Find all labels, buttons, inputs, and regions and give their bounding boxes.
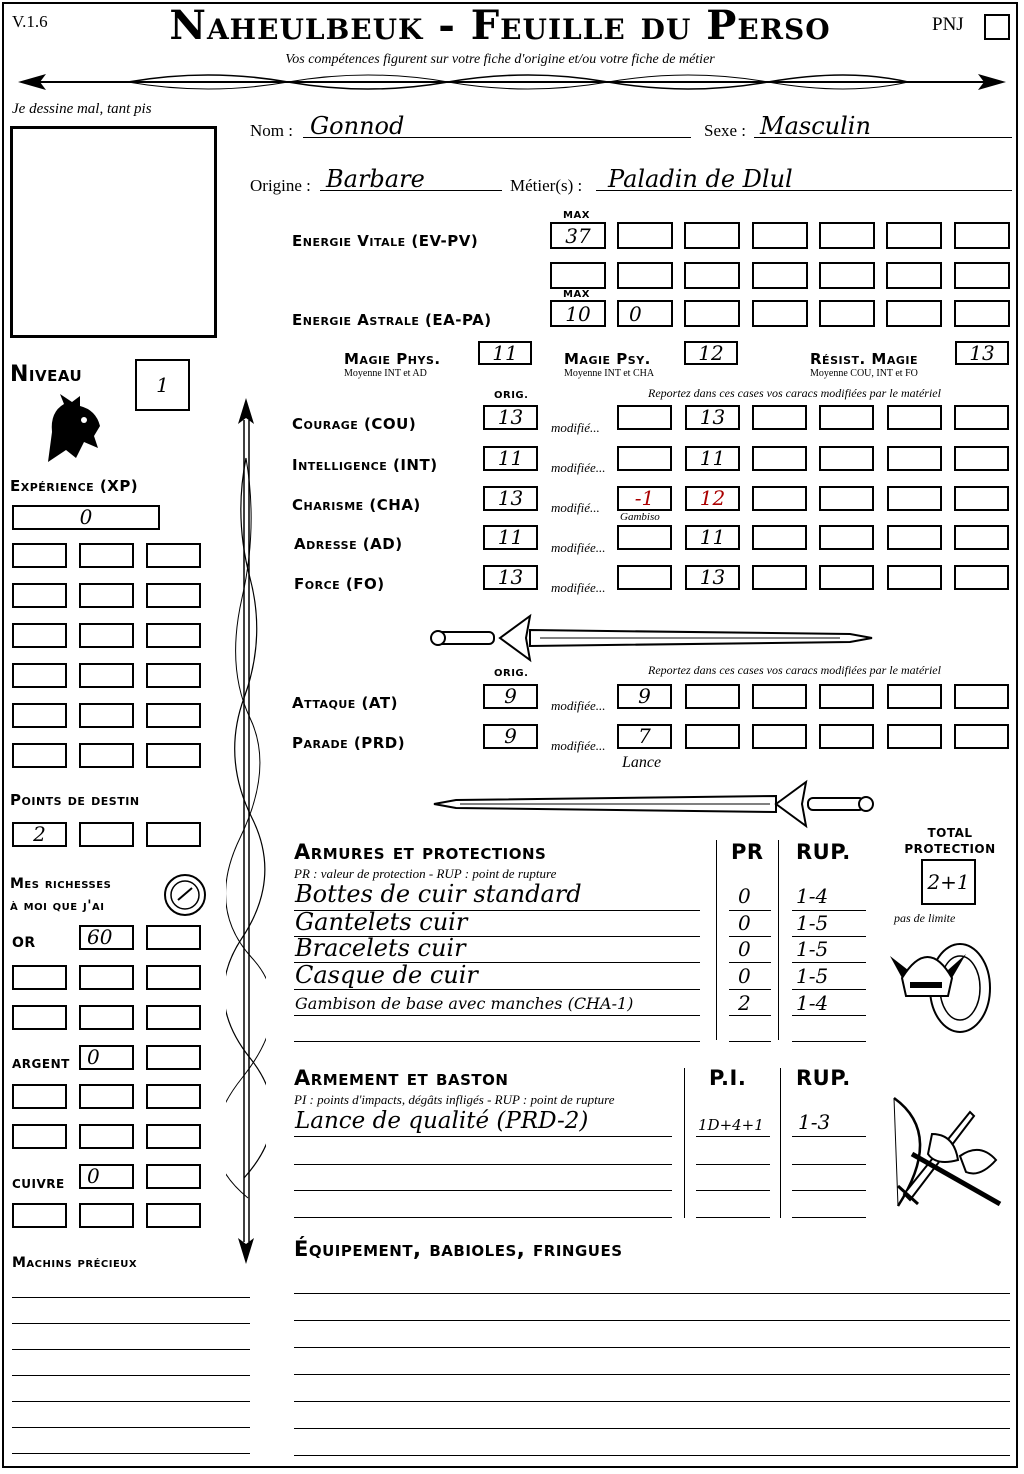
- machins-line[interactable]: [12, 1349, 250, 1350]
- cou-mod-label: modifié...: [551, 420, 600, 435]
- armure-pr[interactable]: 0: [738, 964, 751, 988]
- nom-field[interactable]: Gonnod: [310, 112, 405, 140]
- cha-label: Charisme (CHA): [292, 496, 421, 514]
- subtitle: Vos compétences figurent sur votre fiche d'origine et/ou votre fiche de métier: [285, 52, 715, 67]
- ev-box[interactable]: [684, 222, 740, 249]
- armure-name[interactable]: Bracelets cuir: [295, 934, 466, 962]
- magie-psy-note: Moyenne INT et CHA: [564, 368, 655, 379]
- column-divider: [716, 840, 717, 1040]
- pnj-checkbox[interactable]: [984, 14, 1010, 40]
- at-box[interactable]: [954, 684, 1009, 709]
- arme-line[interactable]: [294, 1190, 672, 1191]
- ev-box[interactable]: [954, 262, 1010, 289]
- arme-name[interactable]: Lance de qualité (PRD-2): [295, 1108, 589, 1134]
- argent-label: ARGENT: [12, 1057, 70, 1071]
- destin-label: Points de destin: [10, 791, 140, 809]
- equipement-line[interactable]: [294, 1428, 1010, 1429]
- total-protection-note: pas de limite: [894, 911, 956, 925]
- argent-box[interactable]: [12, 1124, 67, 1149]
- dragon-icon: [40, 392, 106, 464]
- cuivre-box[interactable]: 0: [79, 1164, 134, 1189]
- ev-box[interactable]: [886, 222, 942, 249]
- armure-line: [294, 1015, 700, 1016]
- equipement-line[interactable]: [294, 1401, 1010, 1402]
- column-divider: [684, 1068, 685, 1218]
- equipement-line[interactable]: [294, 1374, 1010, 1375]
- xp-box[interactable]: [12, 623, 67, 648]
- combat-orig-label: ORIG.: [494, 668, 529, 679]
- or-box[interactable]: [79, 1005, 134, 1030]
- ea-box[interactable]: [886, 300, 942, 327]
- xp-box[interactable]: [79, 623, 134, 648]
- machins-line[interactable]: [12, 1401, 250, 1402]
- magie-psy-label: Magie Psy.: [564, 350, 651, 368]
- cou-label: Courage (COU): [292, 415, 417, 433]
- machins-line[interactable]: [12, 1427, 250, 1428]
- argent-box[interactable]: [146, 1124, 201, 1149]
- armure-name[interactable]: Gantelets cuir: [295, 908, 468, 936]
- arme-rup[interactable]: 1-3: [798, 1110, 831, 1134]
- destin-box[interactable]: [146, 822, 201, 847]
- machins-line[interactable]: [12, 1297, 250, 1298]
- rup-col-header: RUP.: [796, 1066, 851, 1090]
- int-box[interactable]: [887, 446, 942, 471]
- origine-label: Origine :: [250, 176, 311, 195]
- or-box[interactable]: [146, 925, 201, 950]
- coin-icon: [162, 872, 208, 918]
- armure-line[interactable]: [729, 1041, 771, 1042]
- arme-line[interactable]: [294, 1164, 672, 1165]
- at-box[interactable]: [819, 684, 874, 709]
- sword-icon: [430, 612, 876, 664]
- argent-box[interactable]: [79, 1124, 134, 1149]
- prd-box[interactable]: [819, 724, 874, 749]
- ev-box[interactable]: [684, 262, 740, 289]
- combat-report-note: Reportez dans ces cases vos caracs modifiées par le matériel: [648, 663, 941, 677]
- ad-value-box[interactable]: 11: [685, 525, 740, 550]
- int-box[interactable]: [819, 446, 874, 471]
- int-mod-label: modifiée...: [551, 460, 606, 475]
- at-label: Attaque (AT): [292, 694, 398, 712]
- cuivre-box[interactable]: [79, 1203, 134, 1228]
- ad-box[interactable]: [819, 525, 874, 550]
- xp-box[interactable]: [12, 543, 67, 568]
- or-box[interactable]: [12, 965, 67, 990]
- resist-magie-box[interactable]: 13: [955, 341, 1009, 365]
- machins-line[interactable]: [12, 1375, 250, 1376]
- destin-box[interactable]: 2: [12, 822, 67, 847]
- ad-box[interactable]: [887, 525, 942, 550]
- at-box[interactable]: [887, 684, 942, 709]
- xp-box[interactable]: [12, 703, 67, 728]
- xp-box[interactable]: [146, 583, 201, 608]
- resist-magie-note: Moyenne COU, INT et FO: [810, 368, 918, 379]
- xp-box[interactable]: [79, 543, 134, 568]
- ev-max-box[interactable]: 37: [550, 222, 606, 249]
- cou-box[interactable]: [954, 405, 1009, 430]
- cou-mod-box[interactable]: [617, 405, 672, 430]
- armure-name[interactable]: Casque de cuir: [295, 961, 478, 989]
- or-box[interactable]: [79, 965, 134, 990]
- xp-box[interactable]: [79, 743, 134, 768]
- argent-box[interactable]: [12, 1084, 67, 1109]
- metier-field[interactable]: Paladin de Dlul: [608, 165, 793, 193]
- richesses-label-2: à moi que j'ai: [10, 898, 105, 914]
- armure-pr[interactable]: 0: [738, 911, 751, 935]
- ea-box[interactable]: [954, 300, 1010, 327]
- column-divider: [778, 840, 779, 1040]
- argent-box[interactable]: [146, 1084, 201, 1109]
- armure-line: [294, 989, 700, 990]
- arme-line[interactable]: [696, 1164, 770, 1165]
- version-label: V.1.6: [12, 12, 48, 31]
- sword-icon: [430, 778, 876, 830]
- arme-line[interactable]: [792, 1190, 866, 1191]
- ad-box[interactable]: [954, 525, 1009, 550]
- xp-box[interactable]: [146, 623, 201, 648]
- equipement-line[interactable]: [294, 1347, 1010, 1348]
- armure-rup[interactable]: 1-4: [796, 884, 829, 908]
- cou-orig-box[interactable]: 13: [483, 405, 538, 430]
- equipement-line[interactable]: [294, 1320, 1010, 1321]
- fo-mod-label: modifiée...: [551, 580, 606, 595]
- armure-rup[interactable]: 1-5: [796, 964, 829, 988]
- total-protection-label-2: PROTECTION: [904, 842, 996, 856]
- xp-total-box[interactable]: 0: [12, 505, 160, 530]
- arme-pi[interactable]: 1D+4+1: [698, 1116, 764, 1134]
- or-box[interactable]: 60: [79, 925, 134, 950]
- pnj-label: PNJ: [932, 14, 964, 35]
- prd-box[interactable]: [685, 724, 740, 749]
- xp-box[interactable]: [146, 543, 201, 568]
- arme-line: [294, 1136, 672, 1137]
- int-mod-box[interactable]: [617, 446, 672, 471]
- page-title: Naheulbeuk - Feuille du Perso: [169, 2, 831, 49]
- arme-line[interactable]: [696, 1190, 770, 1191]
- niveau-box[interactable]: 1: [135, 359, 190, 411]
- prd-mod-note: Lance: [622, 754, 662, 771]
- armement-title: Armement et baston: [294, 1066, 509, 1090]
- armure-line: [792, 989, 866, 990]
- arme-line[interactable]: [696, 1217, 770, 1218]
- prd-orig-box[interactable]: 9: [483, 724, 538, 749]
- portrait-caption: Je dessine mal, tant pis: [12, 101, 152, 117]
- fo-mod-box[interactable]: [617, 565, 672, 590]
- fo-value-box[interactable]: 13: [685, 565, 740, 590]
- equipement-title: Équipement, babioles, fringues: [294, 1237, 623, 1261]
- xp-box[interactable]: [79, 583, 134, 608]
- ev-label: Energie Vitale (EV-PV): [292, 232, 479, 250]
- equipement-line[interactable]: [294, 1455, 1010, 1456]
- xp-label: Expérience (XP): [10, 477, 139, 495]
- vertical-spear-icon: [226, 398, 266, 1264]
- or-box[interactable]: [146, 965, 201, 990]
- niveau-label: Niveau: [10, 362, 83, 387]
- fo-orig-box[interactable]: 13: [483, 565, 538, 590]
- at-mod-label: modifiée...: [551, 698, 606, 713]
- ea-max-label: MAX: [563, 289, 590, 300]
- armure-pr[interactable]: 0: [738, 884, 751, 908]
- magie-psy-box[interactable]: 12: [684, 341, 738, 365]
- cha-box[interactable]: [887, 486, 942, 511]
- ea-current-box[interactable]: 0: [617, 300, 673, 327]
- machins-line[interactable]: [12, 1453, 250, 1454]
- fo-box[interactable]: [819, 565, 874, 590]
- helmet-shield-icon: [888, 926, 1000, 1038]
- cha-mod-note: Gambiso: [620, 511, 660, 523]
- ev-box[interactable]: [617, 262, 673, 289]
- cha-mod-box[interactable]: -1: [617, 486, 672, 511]
- ev-box[interactable]: [886, 262, 942, 289]
- armure-line[interactable]: [294, 1041, 700, 1042]
- machins-line[interactable]: [12, 1323, 250, 1324]
- caracs-orig-label: ORIG.: [494, 390, 529, 401]
- int-box[interactable]: [954, 446, 1009, 471]
- cuivre-label: CUIVRE: [12, 1177, 65, 1191]
- armure-pr[interactable]: 0: [738, 937, 751, 961]
- armure-name[interactable]: Gambison de base avec manches (CHA-1): [295, 994, 634, 1013]
- int-label: Intelligence (INT): [292, 456, 438, 474]
- machins-label: Machins précieux: [12, 1255, 138, 1271]
- ea-box[interactable]: [819, 300, 875, 327]
- total-protection-box[interactable]: 2+1: [921, 859, 976, 905]
- xp-box[interactable]: [12, 583, 67, 608]
- destin-box[interactable]: [79, 822, 134, 847]
- cha-box[interactable]: [752, 486, 807, 511]
- pi-col-header: P.I.: [709, 1066, 747, 1090]
- armement-note: PI : points d'impacts, dégâts infligés - RUP : point de rupture: [294, 1092, 615, 1107]
- armure-line: [729, 989, 771, 990]
- magie-phys-note: Moyenne INT et AD: [344, 368, 427, 379]
- arme-line[interactable]: [792, 1217, 866, 1218]
- prd-box[interactable]: [954, 724, 1009, 749]
- ea-max-box[interactable]: 10: [550, 300, 606, 327]
- prd-label: Parade (PRD): [292, 734, 406, 752]
- cha-box[interactable]: [954, 486, 1009, 511]
- ad-mod-label: modifiée...: [551, 540, 606, 555]
- cuivre-box[interactable]: [146, 1164, 201, 1189]
- cou-value-box[interactable]: 13: [685, 405, 740, 430]
- armure-rup[interactable]: 1-4: [796, 991, 829, 1015]
- ev-box[interactable]: [752, 262, 808, 289]
- ea-label: Energie Astrale (EA-PA): [292, 311, 492, 329]
- cha-box[interactable]: [819, 486, 874, 511]
- cha-mod-label: modifié...: [551, 500, 600, 515]
- int-orig-box[interactable]: 11: [483, 446, 538, 471]
- magie-phys-label: Magie Phys.: [344, 350, 441, 368]
- xp-box[interactable]: [79, 663, 134, 688]
- sexe-field[interactable]: Masculin: [760, 112, 871, 140]
- metier-label: Métier(s) :: [510, 176, 583, 195]
- arme-line[interactable]: [294, 1217, 672, 1218]
- sexe-label: Sexe :: [704, 121, 747, 140]
- cha-orig-box[interactable]: 13: [483, 486, 538, 511]
- arme-line[interactable]: [792, 1164, 866, 1165]
- armures-title: Armures et protections: [294, 840, 547, 864]
- ev-box[interactable]: [617, 222, 673, 249]
- xp-box[interactable]: [146, 743, 201, 768]
- cou-box[interactable]: [887, 405, 942, 430]
- ev-box[interactable]: [819, 222, 875, 249]
- origine-field[interactable]: Barbare: [326, 165, 425, 193]
- spear-divider-icon: [8, 64, 1016, 100]
- ea-box[interactable]: [684, 300, 740, 327]
- xp-box[interactable]: [12, 663, 67, 688]
- cou-box[interactable]: [752, 405, 807, 430]
- ad-label: Adresse (AD): [294, 535, 403, 553]
- fo-label: Force (FO): [294, 575, 385, 593]
- at-mod-box[interactable]: 9: [617, 684, 672, 709]
- ev-max-label: MAX: [563, 210, 590, 221]
- pr-col-header: PR: [731, 840, 764, 864]
- at-orig-box[interactable]: 9: [483, 684, 538, 709]
- armure-rup[interactable]: 1-5: [796, 937, 829, 961]
- armure-line: [729, 1015, 771, 1016]
- xp-box[interactable]: [12, 743, 67, 768]
- int-value-box[interactable]: 11: [685, 446, 740, 471]
- portrait-box[interactable]: [10, 126, 217, 338]
- or-box[interactable]: [12, 1005, 67, 1030]
- ad-orig-box[interactable]: 11: [483, 525, 538, 550]
- armure-rup[interactable]: 1-5: [796, 911, 829, 935]
- or-box[interactable]: [146, 1005, 201, 1030]
- prd-mod-label: modifiée...: [551, 738, 606, 753]
- ev-box[interactable]: [819, 262, 875, 289]
- nom-label: Nom :: [250, 121, 293, 140]
- argent-box[interactable]: [146, 1045, 201, 1070]
- armure-line: [729, 962, 771, 963]
- ev-box[interactable]: [954, 222, 1010, 249]
- armure-pr[interactable]: 2: [738, 991, 751, 1015]
- equipement-line[interactable]: [294, 1293, 1010, 1294]
- xp-box[interactable]: [146, 703, 201, 728]
- total-protection-label-1: TOTAL: [927, 826, 973, 840]
- arme-line: [696, 1136, 770, 1137]
- cuivre-box[interactable]: [146, 1203, 201, 1228]
- fo-box[interactable]: [752, 565, 807, 590]
- fo-box[interactable]: [887, 565, 942, 590]
- armure-name[interactable]: Bottes de cuir standard: [295, 880, 582, 908]
- arme-line: [792, 1136, 866, 1137]
- ev-box[interactable]: [752, 222, 808, 249]
- at-box[interactable]: [685, 684, 740, 709]
- armure-line[interactable]: [792, 1041, 866, 1042]
- cuivre-box[interactable]: [12, 1203, 67, 1228]
- at-box[interactable]: [752, 684, 807, 709]
- ev-box[interactable]: [550, 262, 606, 289]
- prd-mod-box[interactable]: 7: [617, 724, 672, 749]
- xp-box[interactable]: [79, 703, 134, 728]
- or-label: OR: [12, 935, 36, 951]
- int-box[interactable]: [752, 446, 807, 471]
- armure-line: [792, 962, 866, 963]
- ad-box[interactable]: [752, 525, 807, 550]
- rup-col-header: RUP.: [796, 840, 851, 864]
- xp-box[interactable]: [146, 663, 201, 688]
- cou-box[interactable]: [819, 405, 874, 430]
- argent-box[interactable]: [79, 1084, 134, 1109]
- armure-line: [792, 1015, 866, 1016]
- ad-mod-box[interactable]: [617, 525, 672, 550]
- fo-box[interactable]: [954, 565, 1009, 590]
- ea-box[interactable]: [752, 300, 808, 327]
- column-divider: [780, 1068, 781, 1218]
- prd-box[interactable]: [887, 724, 942, 749]
- magie-phys-box[interactable]: 11: [478, 341, 532, 365]
- prd-box[interactable]: [752, 724, 807, 749]
- armures-note: PR : valeur de protection - RUP : point de rupture: [294, 866, 557, 881]
- resist-magie-label: Résist. Magie: [810, 350, 919, 368]
- weapons-icon: [884, 1094, 1006, 1216]
- caracs-report-note: Reportez dans ces cases vos caracs modifiées par le matériel: [648, 386, 941, 400]
- cha-value-box[interactable]: 12: [685, 486, 740, 511]
- richesses-label-1: Mes richesses: [10, 876, 112, 892]
- argent-box[interactable]: 0: [79, 1045, 134, 1070]
